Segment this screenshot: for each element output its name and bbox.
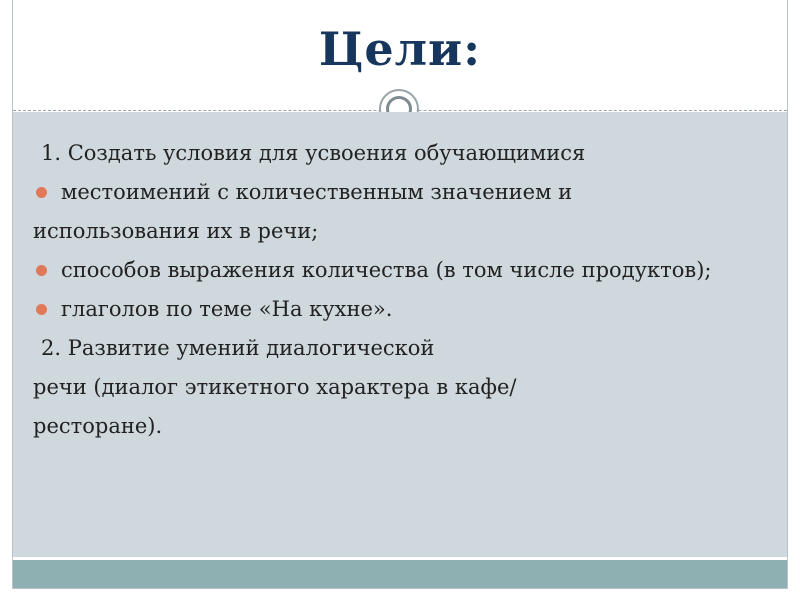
bullet-text: местоимений с количественным значением и xyxy=(61,180,573,204)
bullet-dot-icon xyxy=(36,187,47,198)
bullet-item-verbs xyxy=(33,294,773,325)
continuation-line: речи (диалог этикетного характера в кафе/ xyxy=(33,375,517,399)
continuation-line: ресторане). xyxy=(33,414,163,438)
content-text xyxy=(33,138,773,442)
bullet-item-pronouns xyxy=(33,177,773,208)
slide xyxy=(12,0,788,589)
slide-title: Цели: xyxy=(318,22,482,76)
continuation-line: использования их в речи; xyxy=(33,219,319,243)
bullet-text: глаголов по теме «На кухне». xyxy=(61,297,393,321)
bullet-item-quantity xyxy=(33,255,773,286)
goal-1-line: 1. Создать условия для усвоения обучающимися xyxy=(41,141,586,165)
slide-body xyxy=(13,112,787,557)
bullet-text: способов выражения количества (в том числе продуктов); xyxy=(61,258,712,282)
bullet-dot-icon xyxy=(36,304,47,315)
footer-bar xyxy=(13,560,787,589)
bullet-dot-icon xyxy=(36,265,47,276)
goal-2-line: 2. Развитие умений диалогической xyxy=(41,336,435,360)
